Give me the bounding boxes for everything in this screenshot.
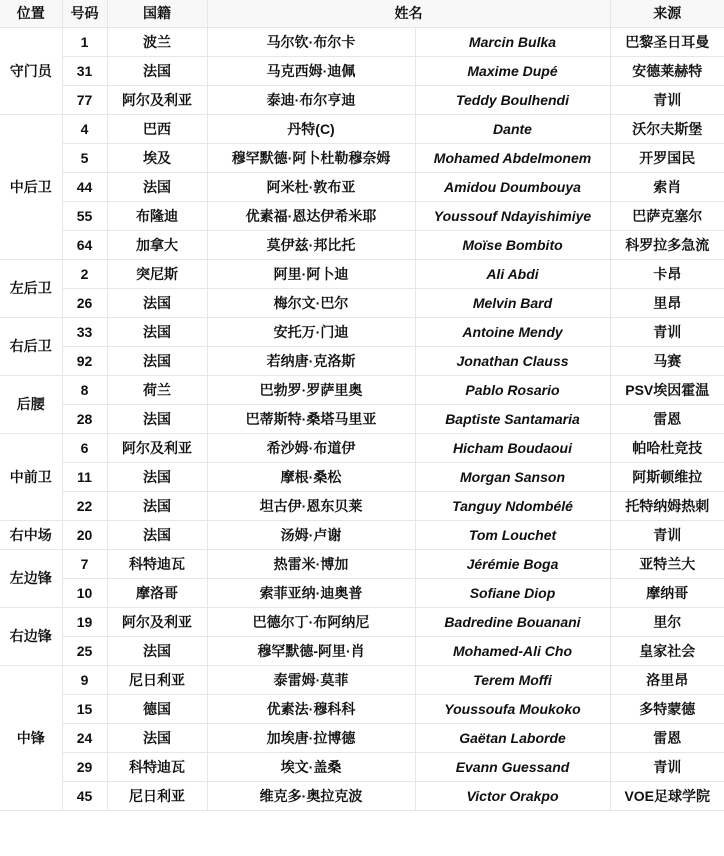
- name-en-cell: Terem Moffi: [415, 665, 610, 694]
- number-cell: 22: [62, 491, 107, 520]
- name-cn-cell: 优素法·穆科科: [207, 694, 415, 723]
- name-cn-cell: 巴蒂斯特·桑塔马里亚: [207, 404, 415, 433]
- origin-cell: 亚特兰大: [610, 549, 724, 578]
- name-cn-cell: 巴勃罗·罗萨里奥: [207, 375, 415, 404]
- origin-cell: 青训: [610, 85, 724, 114]
- origin-cell: 卡昂: [610, 259, 724, 288]
- nationality-cell: 法国: [107, 56, 207, 85]
- number-cell: 19: [62, 607, 107, 636]
- number-cell: 44: [62, 172, 107, 201]
- nationality-cell: 埃及: [107, 143, 207, 172]
- position-cell: 左后卫: [0, 259, 62, 317]
- name-cn-cell: 热雷米·博加: [207, 549, 415, 578]
- name-cn-cell: 安托万·门迪: [207, 317, 415, 346]
- nationality-cell: 尼日利亚: [107, 665, 207, 694]
- name-en-cell: Amidou Doumbouya: [415, 172, 610, 201]
- number-cell: 45: [62, 781, 107, 810]
- player-row: [0, 433, 724, 462]
- name-cn-cell: 摩根·桑松: [207, 462, 415, 491]
- player-row: [0, 549, 724, 578]
- name-en-cell: Moïse Bombito: [415, 230, 610, 259]
- header-position: 位置: [0, 0, 62, 27]
- number-cell: 24: [62, 723, 107, 752]
- name-cn-cell: 马克西姆·迪佩: [207, 56, 415, 85]
- origin-cell: 巴萨克塞尔: [610, 201, 724, 230]
- name-cn-cell: 希沙姆·布道伊: [207, 433, 415, 462]
- name-cn-cell: 若纳唐·克洛斯: [207, 346, 415, 375]
- player-row: [0, 781, 724, 810]
- number-cell: 1: [62, 27, 107, 56]
- nationality-cell: 布隆迪: [107, 201, 207, 230]
- name-en-cell: Youssoufa Moukoko: [415, 694, 610, 723]
- origin-cell: 洛里昂: [610, 665, 724, 694]
- name-cn-cell: 丹特(C): [207, 114, 415, 143]
- nationality-cell: 荷兰: [107, 375, 207, 404]
- origin-cell: 多特蒙德: [610, 694, 724, 723]
- player-row: [0, 491, 724, 520]
- position-cell: 左边锋: [0, 549, 62, 607]
- header-nationality: 国籍: [107, 0, 207, 27]
- origin-cell: 青训: [610, 752, 724, 781]
- name-cn-cell: 加埃唐·拉博德: [207, 723, 415, 752]
- header-name: 姓名: [207, 0, 610, 27]
- number-cell: 11: [62, 462, 107, 491]
- player-row: [0, 520, 724, 549]
- name-en-cell: Tom Louchet: [415, 520, 610, 549]
- player-row: [0, 230, 724, 259]
- nationality-cell: 阿尔及利亚: [107, 433, 207, 462]
- name-cn-cell: 穆罕默德-阿里·肖: [207, 636, 415, 665]
- nationality-cell: 阿尔及利亚: [107, 607, 207, 636]
- name-cn-cell: 阿米杜·敦布亚: [207, 172, 415, 201]
- origin-cell: 雷恩: [610, 723, 724, 752]
- name-cn-cell: 马尔钦·布尔卡: [207, 27, 415, 56]
- player-row: [0, 346, 724, 375]
- name-en-cell: Ali Abdi: [415, 259, 610, 288]
- origin-cell: 开罗国民: [610, 143, 724, 172]
- origin-cell: 安德莱赫特: [610, 56, 724, 85]
- name-en-cell: Badredine Bouanani: [415, 607, 610, 636]
- player-row: [0, 56, 724, 85]
- origin-cell: 科罗拉多急流: [610, 230, 724, 259]
- origin-cell: 青训: [610, 520, 724, 549]
- name-en-cell: Evann Guessand: [415, 752, 610, 781]
- origin-cell: 索肖: [610, 172, 724, 201]
- header-origin: 来源: [610, 0, 724, 27]
- position-cell: 右后卫: [0, 317, 62, 375]
- nationality-cell: 法国: [107, 462, 207, 491]
- player-row: [0, 462, 724, 491]
- name-en-cell: Teddy Boulhendi: [415, 85, 610, 114]
- name-cn-cell: 阿里·阿卜迪: [207, 259, 415, 288]
- nationality-cell: 摩洛哥: [107, 578, 207, 607]
- name-en-cell: Tanguy Ndombélé: [415, 491, 610, 520]
- name-en-cell: Victor Orakpo: [415, 781, 610, 810]
- nationality-cell: 法国: [107, 172, 207, 201]
- origin-cell: 青训: [610, 317, 724, 346]
- position-cell: 中后卫: [0, 114, 62, 259]
- name-cn-cell: 维克多·奥拉克波: [207, 781, 415, 810]
- player-row: [0, 27, 724, 56]
- player-row: [0, 375, 724, 404]
- nationality-cell: 巴西: [107, 114, 207, 143]
- name-en-cell: Mohamed Abdelmonem: [415, 143, 610, 172]
- nationality-cell: 突尼斯: [107, 259, 207, 288]
- name-en-cell: Dante: [415, 114, 610, 143]
- player-row: [0, 694, 724, 723]
- origin-cell: 里尔: [610, 607, 724, 636]
- name-en-cell: Youssouf Ndayishimiye: [415, 201, 610, 230]
- player-row: [0, 143, 724, 172]
- number-cell: 2: [62, 259, 107, 288]
- position-cell: 右中场: [0, 520, 62, 549]
- number-cell: 33: [62, 317, 107, 346]
- nationality-cell: 法国: [107, 491, 207, 520]
- player-row: [0, 752, 724, 781]
- origin-cell: 摩纳哥: [610, 578, 724, 607]
- player-row: [0, 288, 724, 317]
- number-cell: 26: [62, 288, 107, 317]
- nationality-cell: 科特迪瓦: [107, 752, 207, 781]
- nationality-cell: 波兰: [107, 27, 207, 56]
- nationality-cell: 法国: [107, 317, 207, 346]
- player-row: [0, 201, 724, 230]
- squad-table-header: [0, 0, 724, 27]
- nationality-cell: 法国: [107, 346, 207, 375]
- player-row: [0, 723, 724, 752]
- number-cell: 31: [62, 56, 107, 85]
- player-row: [0, 317, 724, 346]
- origin-cell: 沃尔夫斯堡: [610, 114, 724, 143]
- name-cn-cell: 穆罕默德·阿卜杜勒穆奈姆: [207, 143, 415, 172]
- name-en-cell: Antoine Mendy: [415, 317, 610, 346]
- number-cell: 10: [62, 578, 107, 607]
- origin-cell: 皇家社会: [610, 636, 724, 665]
- nationality-cell: 德国: [107, 694, 207, 723]
- number-cell: 64: [62, 230, 107, 259]
- header-row: [0, 0, 724, 27]
- number-cell: 6: [62, 433, 107, 462]
- name-cn-cell: 泰雷姆·莫菲: [207, 665, 415, 694]
- nationality-cell: 尼日利亚: [107, 781, 207, 810]
- nationality-cell: 法国: [107, 288, 207, 317]
- number-cell: 4: [62, 114, 107, 143]
- origin-cell: PSV埃因霍温: [610, 375, 724, 404]
- name-en-cell: Jérémie Boga: [415, 549, 610, 578]
- nationality-cell: 法国: [107, 636, 207, 665]
- name-en-cell: Baptiste Santamaria: [415, 404, 610, 433]
- number-cell: 20: [62, 520, 107, 549]
- name-cn-cell: 埃文·盖桑: [207, 752, 415, 781]
- name-cn-cell: 巴德尔丁·布阿纳尼: [207, 607, 415, 636]
- origin-cell: 托特纳姆热刺: [610, 491, 724, 520]
- number-cell: 25: [62, 636, 107, 665]
- position-cell: 中锋: [0, 665, 62, 810]
- position-cell: 右边锋: [0, 607, 62, 665]
- nationality-cell: 法国: [107, 404, 207, 433]
- player-row: [0, 578, 724, 607]
- origin-cell: 巴黎圣日耳曼: [610, 27, 724, 56]
- player-row: [0, 259, 724, 288]
- name-cn-cell: 泰迪·布尔亨迪: [207, 85, 415, 114]
- number-cell: 77: [62, 85, 107, 114]
- origin-cell: 阿斯顿维拉: [610, 462, 724, 491]
- position-cell: 后腰: [0, 375, 62, 433]
- nationality-cell: 法国: [107, 520, 207, 549]
- name-en-cell: Sofiane Diop: [415, 578, 610, 607]
- number-cell: 9: [62, 665, 107, 694]
- nationality-cell: 加拿大: [107, 230, 207, 259]
- name-en-cell: Melvin Bard: [415, 288, 610, 317]
- nationality-cell: 阿尔及利亚: [107, 85, 207, 114]
- name-cn-cell: 优素福·恩达伊希米耶: [207, 201, 415, 230]
- player-row: [0, 114, 724, 143]
- number-cell: 7: [62, 549, 107, 578]
- number-cell: 15: [62, 694, 107, 723]
- name-en-cell: Marcin Bulka: [415, 27, 610, 56]
- player-row: [0, 607, 724, 636]
- number-cell: 55: [62, 201, 107, 230]
- nationality-cell: 科特迪瓦: [107, 549, 207, 578]
- name-en-cell: Pablo Rosario: [415, 375, 610, 404]
- name-en-cell: Gaëtan Laborde: [415, 723, 610, 752]
- name-en-cell: Jonathan Clauss: [415, 346, 610, 375]
- name-en-cell: Maxime Dupé: [415, 56, 610, 85]
- header-number: 号码: [62, 0, 107, 27]
- number-cell: 29: [62, 752, 107, 781]
- number-cell: 28: [62, 404, 107, 433]
- origin-cell: 帕哈杜竞技: [610, 433, 724, 462]
- name-en-cell: Hicham Boudaoui: [415, 433, 610, 462]
- name-cn-cell: 梅尔文·巴尔: [207, 288, 415, 317]
- position-cell: 守门员: [0, 27, 62, 114]
- origin-cell: 马赛: [610, 346, 724, 375]
- player-row: [0, 404, 724, 433]
- origin-cell: 雷恩: [610, 404, 724, 433]
- position-cell: 中前卫: [0, 433, 62, 520]
- origin-cell: 里昂: [610, 288, 724, 317]
- player-row: [0, 636, 724, 665]
- origin-cell: VOE足球学院: [610, 781, 724, 810]
- name-cn-cell: 坦古伊·恩东贝莱: [207, 491, 415, 520]
- number-cell: 5: [62, 143, 107, 172]
- player-row: [0, 172, 724, 201]
- name-cn-cell: 莫伊兹·邦比托: [207, 230, 415, 259]
- name-en-cell: Mohamed-Ali Cho: [415, 636, 610, 665]
- name-cn-cell: 汤姆·卢谢: [207, 520, 415, 549]
- name-cn-cell: 索菲亚纳·迪奥普: [207, 578, 415, 607]
- nationality-cell: 法国: [107, 723, 207, 752]
- player-row: [0, 665, 724, 694]
- number-cell: 92: [62, 346, 107, 375]
- name-en-cell: Morgan Sanson: [415, 462, 610, 491]
- number-cell: 8: [62, 375, 107, 404]
- squad-table-body: [0, 27, 724, 810]
- player-row: [0, 85, 724, 114]
